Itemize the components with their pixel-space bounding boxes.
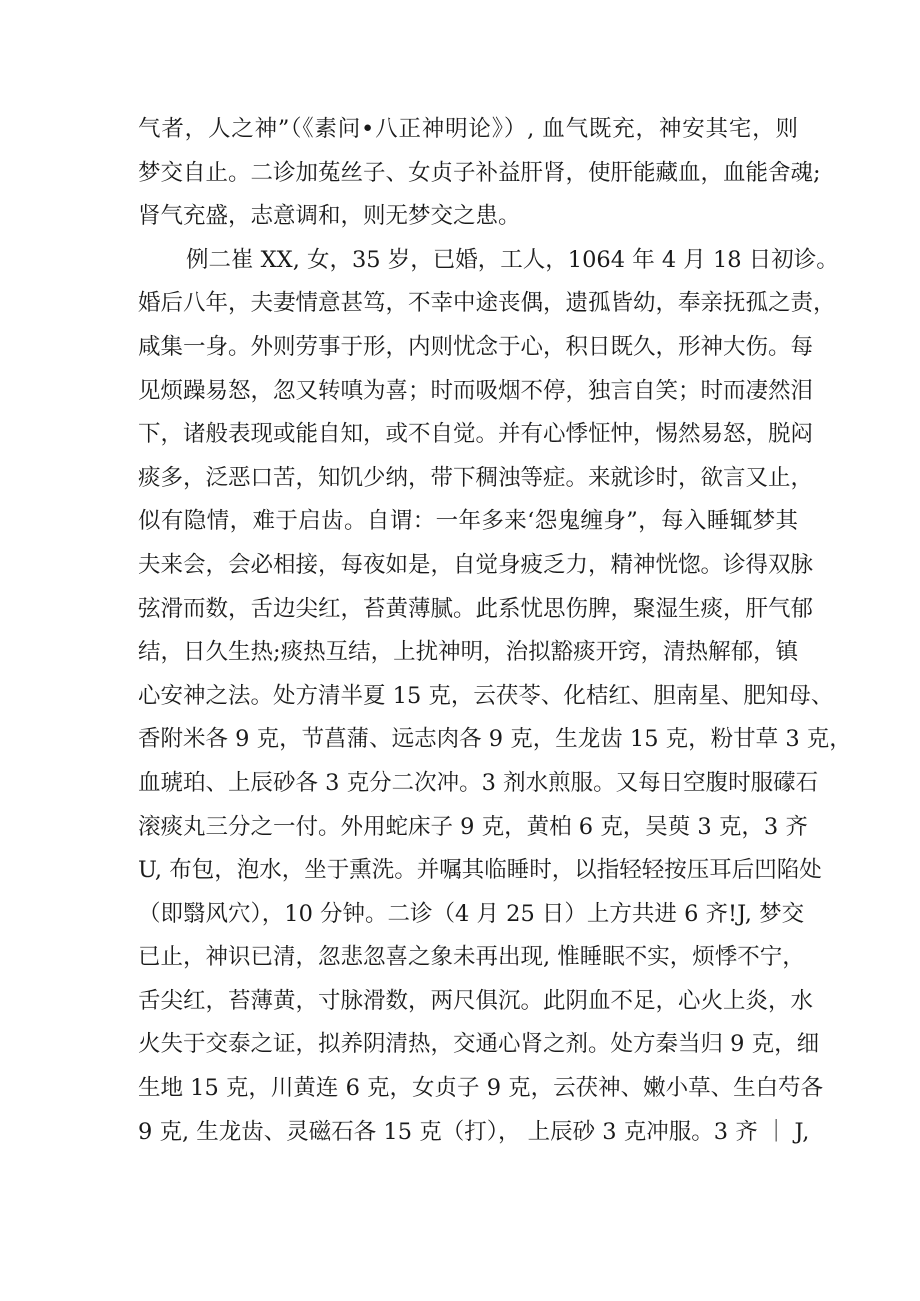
text-line: 肾气充盛，志意调和，则无梦交之患。 — [138, 203, 521, 230]
text-line: 香附米各 9 克，节菖蒲、远志肉各 9 克，生龙齿 15 克，粉甘草 3 克， — [138, 726, 852, 753]
text-line: 弦滑而数，舌边尖红，苔黄薄腻。此系忧思伤脾，聚湿生痰，肝气郁 — [138, 595, 814, 622]
body-text — [138, 108, 852, 1154]
text-line: 血琥珀、上辰砂各 3 克分二次冲。3 剂水煎服。又每日空腹时服礞石 — [138, 769, 819, 796]
text-line: 心安神之法。处方清半夏 15 克，云茯苓、化桔红、胆南星、肥知母、 — [138, 682, 834, 709]
text-line: 见烦躁易怒，忽又转嗔为喜；时而吸烟不停，独言自笑；时而凄然泪 — [138, 377, 814, 404]
text-line: 已止，神识已清，忽悲忽喜之象未再出现, 惟睡眠不实，烦悸不宁， — [138, 944, 805, 971]
text-line: 夫来会，会必相接，每夜如是，自觉身疲乏力，精神恍惚。诊得双脉 — [138, 551, 814, 578]
text-line: 婚后八年，夫妻情意甚笃，不幸中途丧偶，遗孤皆幼，奉亲抚孤之责， — [138, 290, 836, 317]
text-line: （即翳风穴），10 分钟。二诊（4 月 25 日）上方共进 6 齐!J, 梦交 — [138, 900, 805, 927]
text-line: 滚痰丸三分之一付。外用蛇床子 9 克，黄柏 6 克，吴萸 3 克，3 齐 — [138, 813, 808, 840]
text-line: 生地 15 克，川黄连 6 克，女贞子 9 克，云茯神、嫩小草、生白芍各 — [138, 1075, 824, 1102]
text-line: 9 克, 生龙齿、灵磁石各 15 克（打）， 上辰砂 3 克冲服。3 齐 ｜ J, — [138, 1118, 810, 1145]
text-line: 舌尖红，苔薄黄，寸脉滑数，两尺俱沉。此阴血不足，心火上炎，水 — [138, 987, 814, 1014]
paragraph-start-line: 例二崔 XX, 女，35 岁，已婚，工人，1064 年 4 月 18 日初诊。 — [186, 246, 839, 273]
text-line: 气者，人之神”（《素问•八正神明论》）, 血气既充，神安其宅，则 — [138, 116, 798, 142]
text-line: 咸集一身。外则劳事于形，内则忧念于心，积日既久，形神大伤。每 — [138, 333, 814, 360]
text-line: 梦交自止。二诊加菟丝子、女贞子补益肝肾，使肝能藏血，血能舍魂; — [138, 159, 821, 186]
text-line: U, 布包，泡水，坐于熏洗。并嘱其临睡时，以指轻轻按压耳后凹陷处 — [138, 857, 822, 884]
text-line: 下，诸般表现或能自知，或不自觉。并有心悸怔忡，惕然易怒，脱闷 — [138, 421, 814, 448]
text-line: 痰多，泛恶口苦，知饥少纳，带下稠浊等症。来就诊时，欲言又止， — [138, 464, 814, 491]
text-line: 结，日久生热;痰热互结，上扰神明，治拟豁痰开窍，清热解郁，镇 — [138, 639, 799, 666]
text-line: 火失于交泰之证，拟养阴清热，交通心肾之剂。处方秦当归 9 克，细 — [138, 1031, 820, 1058]
text-line: 似有隐情，难于启齿。自谓：一年多来‘怨鬼缠身”，每入睡辄梦其 — [138, 508, 798, 535]
